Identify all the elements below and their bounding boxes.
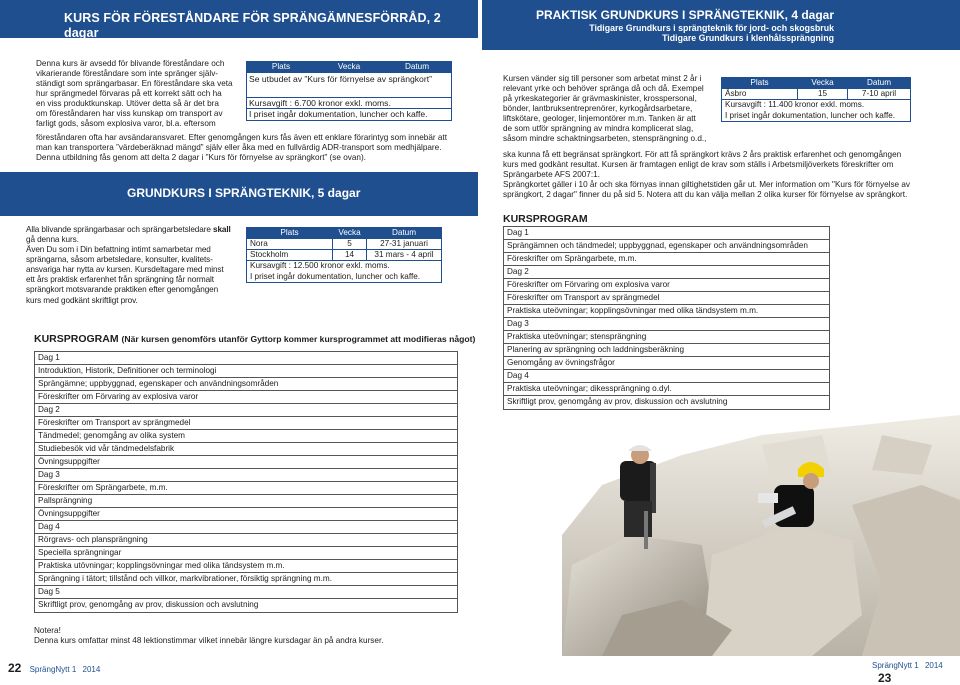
course-fee: Kursavgift : 6.700 kronor exkl. moms. [247,97,451,108]
praktisk-program-list [503,226,830,410]
text-line: ska kunna få ett begränsat sprängkort. För att få sprängkort krävs 2 års praktisk erfarenhet och genomgången [503,150,902,159]
course-fee: Kursavgift : 11.400 kronor exkl. moms. [722,100,911,111]
right-header-sub2: Tidigare Grundkurs i klenhålssprängning [662,33,834,44]
right-header-sub1: Tidigare Grundkurs i sprängteknik för jord- och skogsbruk [589,22,834,33]
program-row: Dag 2 [504,266,829,279]
emphasis-text: skall [212,225,231,234]
cell-plats: Nora [247,239,333,250]
course-included: I priset ingår dokumentation, luncher och kaffe. [722,111,911,122]
program-row: Studiebesök vid vår tändmedelsfabrik [35,443,457,456]
grundkurs-course-table [246,227,442,283]
course-included: I priset ingår dokumentation, luncher och kaffe. [247,108,451,119]
praktisk-intro [503,74,715,145]
notera-label: Notera! [34,626,61,635]
notera-text: Denna kurs omfattar minst 48 lektionstimmar vilket innebär längre kursdagar än på andra kurser. [34,636,384,646]
left-footer [8,661,100,676]
fee-row [247,261,442,272]
text-line: farligt gods, såsom explosiva varor, bl.a. eftersom [36,119,216,129]
program-row: Praktiska uteövningar; kopplingsövningar med olika tändsystem m.m. [504,305,829,318]
magazine-year: 2014 [924,661,943,670]
text-line: Denna utbildning fås genom att delta 2 dagar i ”Kurs för förnyelse av sprängkort” (se ovan). [36,153,366,163]
text-line: Denna kurs är avsedd för blivande föreståndare och [36,59,225,68]
text-line: hur sprängmedel förvaras på ett korrekt sätt och ha [36,89,222,99]
table-row [247,250,442,261]
praktisk-body [503,150,933,200]
left-page-number: 22 [8,661,22,675]
text-line: kurs med godkänt skriftligt prov. [26,295,138,305]
program-row: Sprängning i tätort; tillstånd och villkor, markvibrationer, försiktig sprängning m.m. [35,573,457,586]
program-row: Genomgång av övningsfrågor [504,357,829,370]
text-line: såsom mindre schaktningsarbeten, stensprängning o.d., [503,134,707,144]
cell-vecka: 5 [333,239,367,250]
col-header-vecka: Vecka [333,228,367,239]
program-row: Sprängämnen och tändmedel; uppbyggnad, egenskaper och användningsområden [504,240,829,253]
program-row: Föreskrifter om Sprängarbete, m.m. [35,482,457,495]
right-header-bar [482,0,960,50]
program-row: Pallsprängning [35,495,457,508]
program-row: Dag 5 [35,586,457,599]
program-row: Praktiska uteövningar; stensprängning [504,331,829,344]
program-row: Tändmedel; genomgång av olika system [35,430,457,443]
praktisk-course-table [721,77,911,122]
program-row: Speciella sprängningar [35,547,457,560]
course-fee: Kursavgift : 12.500 kronor exkl. moms. [247,261,442,272]
foreståndare-course-table [246,61,452,121]
foreståndare-body [36,133,466,163]
magazine-name: SprängNytt 1 [29,665,77,674]
text-line: gå denna kurs. [26,235,79,245]
program-row: Planering av sprängning och laddningsberäkning [504,344,829,357]
table-header [722,78,911,89]
cell-vecka: 14 [333,250,367,261]
program-row: Dag 3 [504,318,829,331]
program-row: Föreskrifter om Sprängarbete, m.m. [504,253,829,266]
text-line: Sprängarbete AFS 2007:1. [503,170,600,180]
program-row: Rörgravs- och plansprängning [35,534,457,547]
program-row: Föreskrifter om Förvaring av explosiva varor [35,391,457,404]
text-line: relevant yrke och behöver spränga då och då. Exempel [503,84,704,94]
text-line: sprängkort, 2 dagar" finner du på sid 5. Notera att du kan välja mellan 2 olika kurser för förnyelse av sprängkort. [503,190,908,200]
right-header-title: PRAKTISK GRUNDKURS I SPRÄNGTEKNIK, 4 dagar [535,8,834,22]
cell-plats: Åsbro [722,89,798,100]
program-note: (När kursen genomförs utanför Gyttorp kommer kursprogrammet att modifieras något) [121,334,476,344]
grundkurs-intro [26,225,238,306]
text-line: ständigt som sprängarbasar. En föreståndare ska veta [36,79,233,89]
notera-block [34,626,384,646]
table-note: Se utbudet av ”Kurs för förnyelse av sprängkort” [249,74,432,84]
text-line: kurs med godkänt resultat. Kursen är framtagen enligt de krav som ställs i Arbetsmiljöverkets föreskrifter om [503,160,894,170]
text-line: Kursen vänder sig till personer som arbetat minst 2 år i [503,74,702,83]
praktisk-program-heading [503,213,588,226]
text-line: ansvariga har nytta av kursen. Kursdeltagare med minst [26,265,224,275]
text-line: ett års praktisk erfarenhet från sprängning får normalt [26,275,214,285]
program-row: Skriftligt prov, genomgång av prov, diskussion och avslutning [35,599,457,612]
col-header-plats: Plats [722,78,798,89]
grundkurs-program-list [34,351,458,613]
fee-row [722,100,911,111]
text-line: sprängarna, såsom arbetsledare, konsulter, kvalitets- [26,255,213,265]
program-row: Introduktion, Historik, Definitioner och terminologi [35,365,457,378]
text-line: på yrkeskategorier är grävmaskinister, krosspersonal, [503,94,697,104]
program-row: Dag 4 [35,521,457,534]
included-row [247,272,442,283]
cell-datum: 31 mars - 4 april [367,250,442,261]
col-header-plats: Plats [271,62,291,71]
cell-vecka: 15 [798,89,848,100]
col-header-datum: Datum [404,62,430,71]
text-line: sprängkort motsvarande praktiken efter genomgången [26,285,219,295]
quarry-photo [562,415,960,656]
text-line: vikarierande föreståndare som inte spränger själv- [36,69,219,79]
col-header-datum: Datum [848,78,911,89]
text-line: man kan transportera ”värdeberäknad mängd” själv eller åka med en fullvärdig ADR-transport som medhjälpare. [36,143,442,153]
table-row [247,239,442,250]
text-line: liftskötare, geologer, linjemontörer m.m. Tanken är att [503,114,696,124]
text-line: föreståndaren ofta har avsändaransvaret. Efter genomgången kurs fås även ett enklare förarintyg som innebär att [36,133,447,142]
table-header [247,228,442,239]
text-line: Sprängkortet gäller i 10 år och ska förnyas innan giltighetstiden går ut. Mer information om "Kurs för förnyelse av [503,180,911,190]
left-header-bar [0,0,478,41]
col-header-vecka: Vecka [337,62,361,71]
table-header [247,62,451,73]
program-row: Dag 2 [35,404,457,417]
program-row: Föreskrifter om Transport av sprängmedel [504,292,829,305]
right-footer [872,661,960,685]
text-line: om föreståndaren har viss kunskap om transport av [36,109,223,119]
program-row: Praktiska utövningar; kopplingsövningar med olika tändsystem m.m. [35,560,457,573]
program-row: Dag 4 [504,370,829,383]
program-row: Sprängämne; uppbyggnad, egenskaper och användningsområden [35,378,457,391]
program-row: Skriftligt prov, genomgång av prov, diskussion och avslutning [504,396,829,409]
col-header-plats: Plats [247,228,333,239]
text-line: de som utför sprängning av mindra komplicerat slag, [503,124,694,134]
grundkurs-title: GRUNDKURS I SPRÄNGTEKNIK, 5 dagar [127,186,361,200]
magazine-name: SprängNytt 1 [872,661,919,670]
col-header-vecka: Vecka [798,78,848,89]
text-line: Även Du som i Din befattning intimt samarbetar med [26,245,211,255]
cell-plats: Stockholm [247,250,333,261]
right-page-number: 23 [878,670,892,685]
program-row: Föreskrifter om Transport av sprängmedel [35,417,457,430]
program-row: Dag 1 [35,352,457,365]
program-row: Övningsuppgifter [35,508,457,521]
cell-datum: 27-31 januari [367,239,442,250]
text-span: Alla blivande sprängarbasar och sprängarbetsledare [26,225,211,234]
text-line: bönder, lantbruksentreprenörer, kyrkogårdsarbetare, [503,104,693,114]
program-row: Övningsuppgifter [35,456,457,469]
program-row: Dag 1 [504,227,829,240]
program-row: Föreskrifter om Förvaring om explosiva varor [504,279,829,292]
cell-datum: 7-10 april [848,89,911,100]
program-row: Dag 3 [35,469,457,482]
program-title: KURSPROGRAM [34,333,119,345]
left-header-title: KURS FÖR FÖRESTÅNDARE FÖR SPRÄNGÄMNESFÖRRÅD, 2 dagar [64,11,441,41]
text-line [26,225,238,235]
program-title: KURSPROGRAM [503,213,588,225]
quarry-photo-illustration [562,415,960,656]
included-row [722,111,911,122]
table-row [722,89,911,100]
program-row: Praktiska uteövningar; dikessprängning o.dyl. [504,383,829,396]
magazine-year: 2014 [82,665,101,674]
grundkurs-title-bar [0,172,478,216]
foreståndare-intro [36,59,246,130]
grundkurs-program-heading [34,333,475,346]
col-header-datum: Datum [367,228,442,239]
course-included: I priset ingår dokumentation, luncher och kaffe. [247,272,442,283]
text-line: en viss produktkunskap. Utöver detta så är det bra [36,99,219,109]
